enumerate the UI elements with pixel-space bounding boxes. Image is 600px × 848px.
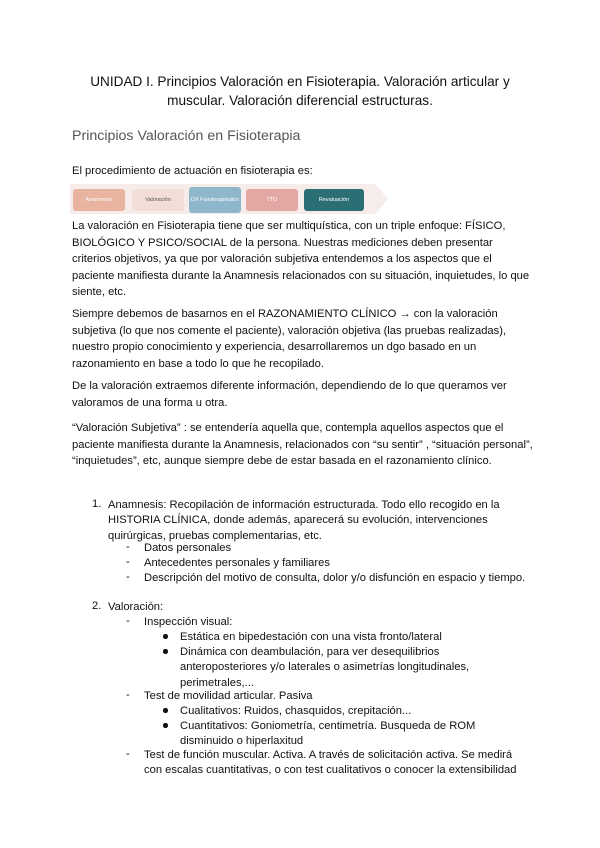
paragraph-2: Siempre debemos de basarnos en el RAZONAMIENTO CLÍNICO → con la valoración subjetiva (lo que nos comente el paciente), valoración objetiva (las pruebas realizadas), nuestro propio conocimiento y experiencia, desarrollaremos un dgo basado en un razonamiento en base a todo lo que he recopilado. bbox=[72, 308, 507, 370]
paragraph-4: “Valoración Subjetiva” : se entendería aquella que, contempla aquellos aspectos que el paciente manifiesta durante la Anamnesis, relacionados con “su sentir” , “situación personal”, “inquietudes”, etc, aunque siempre debe de estar basada en el razonamiento clínico. bbox=[72, 422, 533, 468]
subitem-datos-personales: Datos personales bbox=[144, 542, 232, 554]
list-item-valoracion: Valoración: bbox=[108, 601, 164, 613]
dash-marker: - bbox=[126, 689, 130, 701]
procedure-intro: El procedimiento de actuación en fisioterapia es: bbox=[72, 165, 313, 177]
procedure-flow-diagram bbox=[70, 183, 388, 217]
section-heading: Principios Valoración en Fisioterapia bbox=[72, 128, 301, 144]
dash-marker: - bbox=[126, 748, 130, 760]
subitem-funcion-muscular: Test de función muscular. Activa. A través de solicitación activa. Se medirá con escalas cuantitativas, o con test cualitativos o conocer la extensibilidad bbox=[144, 749, 517, 777]
title-line-2: muscular. Valoración diferencial estructuras. bbox=[167, 93, 433, 108]
subitem-antecedentes: Antecedentes personales y familiares bbox=[144, 557, 330, 569]
subitem-movilidad-articular: Test de movilidad articular. Pasiva bbox=[144, 690, 313, 702]
paragraph-1: La valoración en Fisioterapia tiene que ser multiquística, con un triple enfoque: FÍSICO, BIOLÓGICO Y PSICO/SOCIAL de la persona. Nuestras mediciones deben presentar criterios objetivos, ya que por valoración subjetiva entendemos a los aspectos que el paciente manifiesta durante la Anamnesis relacionados con su situación, inquietudes, lo que siente, etc. bbox=[72, 220, 530, 299]
list-item-anamnesis: Anamnesis: Recopilación de información estructurada. Todo ello recogido en la HISTORIA CLÍNICA, donde además, aparecerá su evolución, intervenciones quirúrgicas, pruebas complementarias, etc. bbox=[108, 499, 500, 542]
dash-marker: - bbox=[126, 615, 130, 627]
paragraph-3: De la valoración extraemos diferente información, dependiendo de lo que queramos ver valoramos de una forma u otra. bbox=[72, 380, 507, 409]
bullet-dot bbox=[163, 723, 168, 728]
bullet-cualitativos: Cualitativos: Ruidos, chasquidos, crepitación... bbox=[180, 705, 412, 717]
dash-marker: - bbox=[126, 556, 130, 568]
dash-marker: - bbox=[126, 541, 130, 553]
flow-step-valoracion: Valoración bbox=[132, 189, 184, 211]
document-title bbox=[80, 72, 520, 110]
list-number-1: 1. bbox=[92, 498, 102, 510]
bullet-dot bbox=[163, 649, 168, 654]
dash-marker: - bbox=[126, 571, 130, 583]
flow-step-tto: TTO bbox=[246, 189, 298, 211]
bullet-dot bbox=[163, 708, 168, 713]
flow-step-anamnesis: Anamnesis bbox=[73, 189, 125, 211]
bullet-estatica: Estática en bipedestación con una vista fronto/lateral bbox=[180, 631, 442, 643]
title-line-1: UNIDAD I. Principios Valoración en Fisioterapia. Valoración articular y bbox=[90, 74, 510, 89]
flow-step-dx: DX Fisioterapéutico bbox=[189, 187, 241, 213]
bullet-cuantitativos: Cuantitativos: Goniometría, centimetría. Busqueda de ROM disminuido o hiperlaxitud bbox=[180, 720, 476, 748]
subitem-motivo-consulta: Descripción del motivo de consulta, dolor y/o disfunción en espacio y tiempo. bbox=[144, 572, 526, 584]
subitem-inspeccion-visual: Inspección visual: bbox=[144, 616, 233, 628]
flow-step-revaluacion: Revaluación bbox=[304, 189, 364, 211]
bullet-dinamica: Dinámica con deambulación, para ver desequilibrios anteroposteriores y/o laterales o asimetrías longitudinales, perimetrales,... bbox=[180, 646, 470, 689]
list-number-2: 2. bbox=[92, 600, 102, 612]
bullet-dot bbox=[163, 634, 168, 639]
